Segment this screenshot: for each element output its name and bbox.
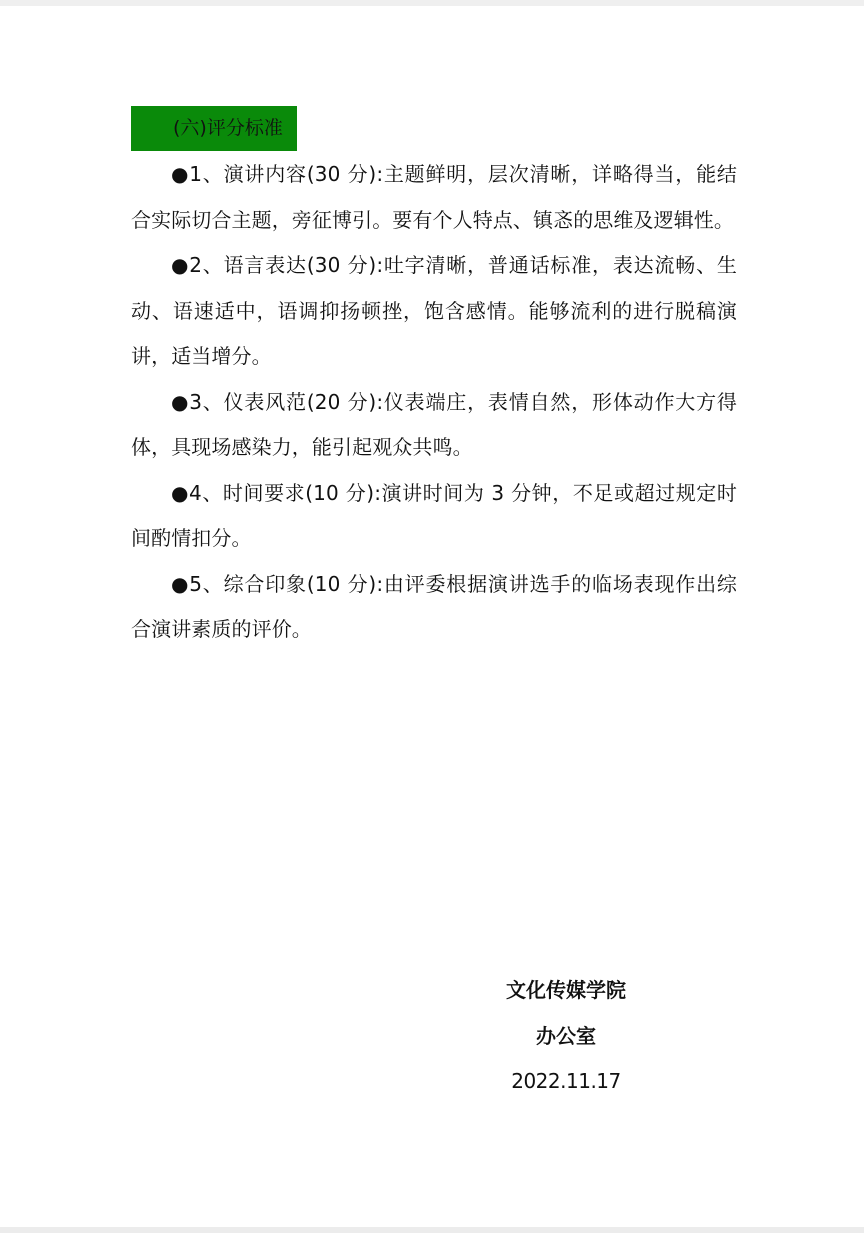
criterion-appearance: ●3、仪表风范(20 分):仪表端庄，表情自然，形体动作大方得体，具现场感染力，能引起观众共鸣。 — [131, 389, 737, 459]
criterion-language: ●2、语言表达(30 分):吐字清晰，普通话标准，表达流畅、生动、语速适中，语调抑扬顿挫，饱含感情。能够流利的进行脱稿演讲，适当增分。 — [131, 253, 737, 368]
signature-department: 办公室 — [536, 1024, 596, 1048]
signature-date: 2022.11.17 — [511, 1069, 621, 1093]
criterion-content: ●1、演讲内容(30 分):主题鲜明，层次清晰，详略得当，能结合实际切合主题，旁征博引。要有个人特点、镇忞的思维及逻辑性。 — [131, 162, 737, 232]
criterion-overall: ●5、综合印象(10 分):由评委根据演讲选手的临场表现作出综合演讲素质的评价。 — [131, 571, 737, 641]
section-heading: (六)评分标准 — [173, 117, 283, 139]
signature-organization: 文化传媒学院 — [506, 978, 626, 1002]
scoring-criteria — [131, 152, 737, 653]
page-bottom-edge — [0, 1227, 864, 1233]
criterion-time: ●4、时间要求(10 分):演讲时间为 3 分钟，不足或超过规定时间酌情扣分。 — [131, 480, 737, 550]
